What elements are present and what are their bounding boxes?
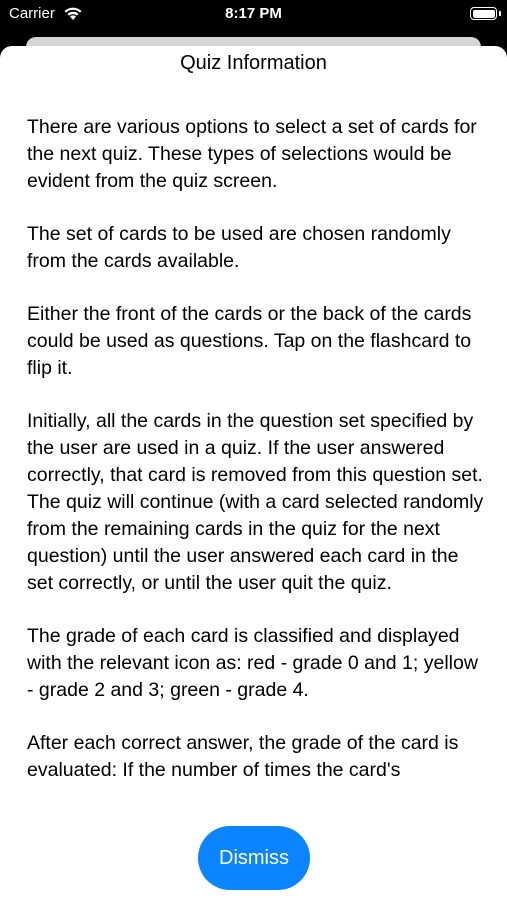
info-paragraph-6: After each correct answer, the grade of the card is evaluated: If the number of times the card's [27, 732, 459, 781]
battery-tip [499, 11, 501, 16]
status-bar [0, 0, 507, 30]
info-paragraph-3: Either the front of the cards or the back of the cards could be used as questions. Tap on the flashcard to flip it. [27, 303, 472, 379]
quiz-info-sheet [0, 46, 507, 900]
info-paragraph-5: The grade of each card is classified and displayed with the relevant icon as: red - grade 0 and 1; yellow - grade 2 and 3; green - grade 4. [27, 625, 478, 701]
dismiss-button[interactable]: Dismiss [198, 826, 310, 890]
battery-icon [470, 7, 497, 20]
carrier-label: Carrier [9, 5, 55, 22]
info-paragraph-2: The set of cards to be used are chosen randomly from the cards available. [27, 223, 451, 272]
info-paragraph-4: Initially, all the cards in the question set specified by the user are used in a quiz. If the user answered correctly, that card is removed from this question set. The quiz will continue (with a card selected randomly from the remaining cards in the quiz for the next question) until the user answered each card in the set correctly, or until the user quit the quiz. [27, 410, 484, 594]
sheet-title: Quiz Information [180, 52, 327, 74]
info-paragraph-1: There are various options to select a set of cards for the next quiz. These types of selections would be evident from the quiz screen. [27, 116, 477, 192]
status-time: 8:17 PM [225, 5, 282, 22]
info-text-scroll[interactable] [27, 114, 487, 792]
